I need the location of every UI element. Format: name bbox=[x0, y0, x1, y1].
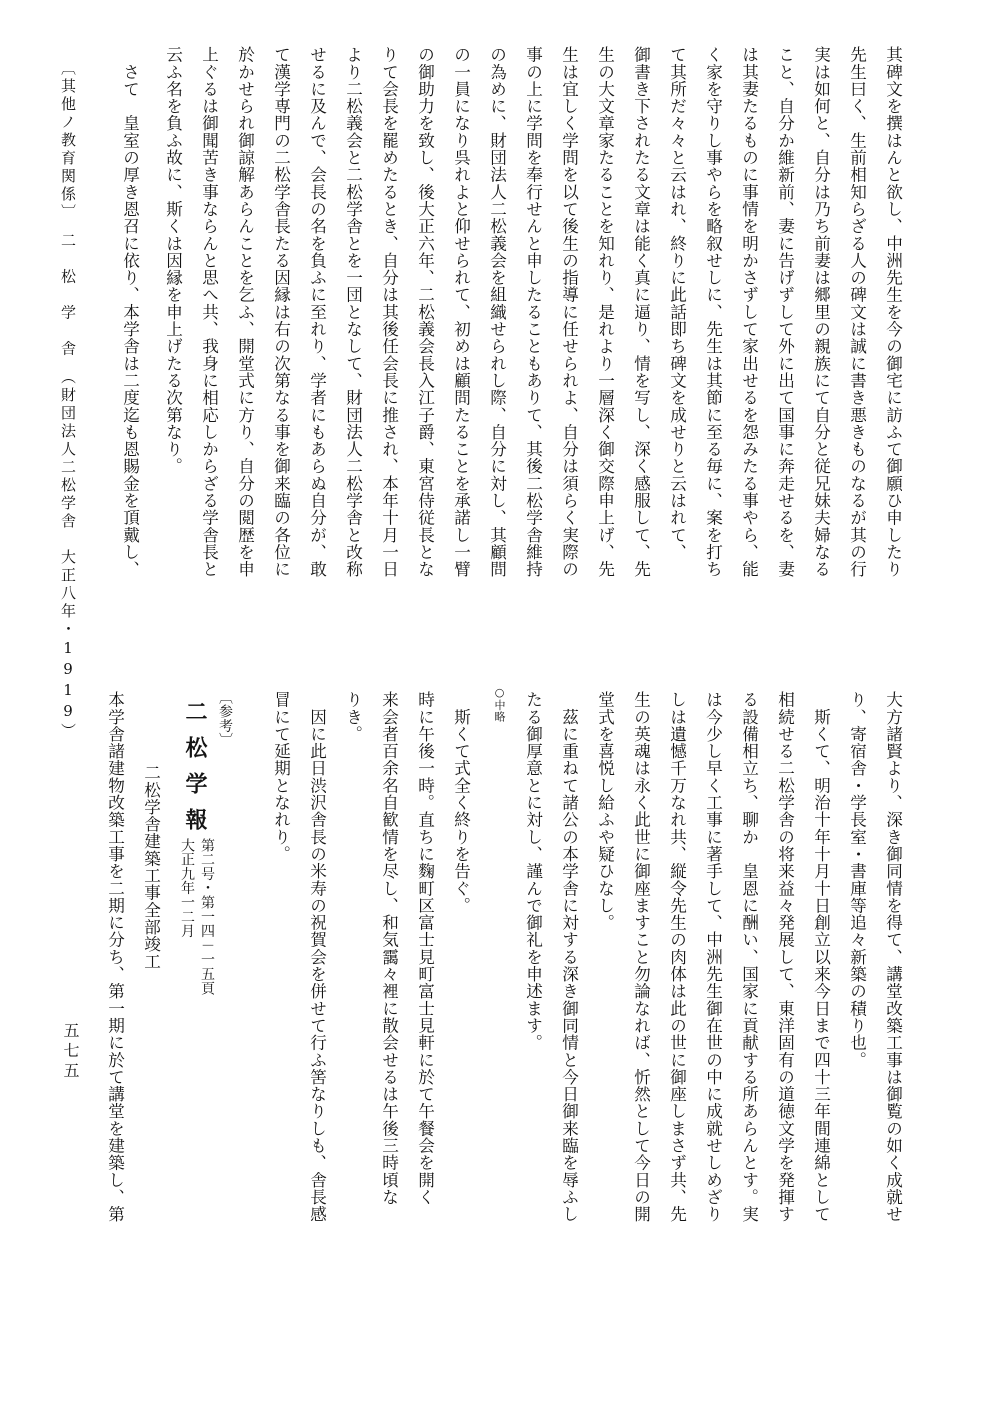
text-line: 実は如何と、自分は乃ち前妻は郷里の親族にて自分と従兄妹夫婦なる bbox=[811, 46, 831, 578]
text-line: は其妻たるものに事情を明かさずして家出せるを怨みたる事やら、能 bbox=[739, 46, 759, 578]
text-line: り、寄宿舎・学長室・書庫等追々新築の積り也。 bbox=[847, 691, 867, 1069]
text-line: 於かせられ御諒解あらんことを乞ふ、開堂式に方り、自分の閲歴を申 bbox=[235, 46, 255, 578]
text-line: 茲に重ねて諸公の本学舎に対する深き御同情と今日御来臨を辱ふし bbox=[559, 691, 579, 1223]
text-line: せるに及んで、会長の名を負ふに至れり、学者にもあらぬ自分が、敢 bbox=[307, 46, 327, 578]
text-line: 斯くて式全く終りを告ぐ。 bbox=[451, 691, 471, 914]
text-line: たる御厚意とに対し、謹んで御礼を申述ます。 bbox=[523, 691, 543, 1052]
text-line: 来会者百余名自歓情を尽し、和気靄々裡に散会せるは午後三時頃な bbox=[379, 691, 399, 1206]
text-line: りき。 bbox=[343, 691, 363, 743]
text-line: の御助力を致し、後大正六年、二松義会長入江子爵、東宮侍従長とな bbox=[415, 46, 435, 578]
reference-issue: 第二号・第一四－一五頁 bbox=[199, 838, 215, 996]
text-line: て其所だ々々と云はれ、終りに此話即ち碑文を成せりと云はれて、 bbox=[667, 46, 687, 561]
text-line: こと、自分か維新前、妻に告げずして外に出て国事に奔走せるを、妻 bbox=[775, 46, 795, 578]
text-line: 堂式を喜悦し給ふや疑ひなし。 bbox=[595, 691, 615, 932]
page-number: 五七五 bbox=[61, 1022, 80, 1082]
text-line: 其碑文を撰はんと欲し、中洲先生を今の御宅に訪ふて御願ひ申したり bbox=[883, 46, 903, 578]
reference-label: 〔参考〕 bbox=[217, 690, 233, 748]
reference-date: 大正九年一二月 bbox=[179, 838, 195, 939]
section-subheading: 二松学舎建築工事全部竣工 bbox=[141, 764, 161, 970]
text-line: しは遺憾千万なれ共、縦令先生の肉体は此の世に御座しまさず共、先 bbox=[667, 691, 687, 1223]
text-line: 相続せる二松学舎の将来益々発展して、東洋固有の道徳文学を発揮す bbox=[775, 691, 795, 1223]
text-line: 生は宜しく学問を以て後生の指導に任せられよ、自分は須らく実際の bbox=[559, 46, 579, 578]
text-line: 本学舎諸建物改築工事を二期に分ち、第一期に於て講堂を建築し、第 bbox=[105, 691, 125, 1223]
text-line: 時に午後一時。直ちに麴町区富士見町富士見軒に於て午餐会を開く bbox=[415, 691, 435, 1206]
text-line: りて会長を罷めたるとき、自分は其後任会長に推され、本年十月一日 bbox=[379, 46, 399, 578]
text-line: 云ふ名を負ふ故に、斯くは因縁を申上げたる次第なり。 bbox=[163, 46, 183, 475]
text-line: く家を守りし事やらを略叙せしに、先生は其節に至る毎に、案を打ち bbox=[703, 46, 723, 578]
text-line: 生の英魂は永く此世に御座ますこと勿論なれば、忻然として今日の開 bbox=[631, 691, 651, 1223]
text-line: の一員になり呉れよと仰せられて、初めは顧問たることを承諾し一臂 bbox=[451, 46, 471, 578]
text-line: る設備相立ち、聊か 皇恩に酬い、国家に貢献する所あらんとす。実 bbox=[739, 691, 759, 1223]
running-header: 〔其他ノ教育関係〕 二 松 学 舎 （財団法人二松学舎 大正八年・1919） bbox=[59, 60, 77, 741]
text-line: 因に此日渋沢舎長の米寿の祝賀会を併せて行ふ筈なりしも、舎長感 bbox=[307, 691, 327, 1223]
text-line: は今少し早く工事に著手して、中洲先生御在世の中に成就せしめざり bbox=[703, 691, 723, 1223]
text-line: さて 皇室の厚き恩召に依り、本学舎は二度迄も恩賜金を頂戴し、 bbox=[120, 46, 140, 578]
text-line: 先生曰く、生前相知らざる人の碑文は誠に書き悪きものなるが其の行 bbox=[847, 46, 867, 578]
text-line: 生の大文章家たることを知れり、是れより一層深く御交際申上げ、先 bbox=[595, 46, 615, 578]
text-line: 上ぐるは御聞苦き事ならんと思へ共、我身に相応しからざる学舎長と bbox=[199, 46, 219, 578]
reference-title: 二松学報 bbox=[182, 700, 208, 844]
text-line: 御書き下されたる文章は能く真に逼り、情を写し、深く感服して、先 bbox=[631, 46, 651, 578]
text-line: より二松義会と二松学舎とを一団となして、財団法人二松学舎と改称 bbox=[343, 46, 363, 578]
text-line: 事の上に学問を奉行せんと申したることもありて、其後二松学舎維持 bbox=[523, 46, 543, 578]
omission-note: ○中略 bbox=[493, 686, 506, 723]
text-line: て漢学専門の二松学舎長たる因縁は右の次第なる事を御来臨の各位に bbox=[271, 46, 291, 578]
text-line: 冒にて延期となれり。 bbox=[271, 691, 291, 863]
text-line: 大方諸賢より、深き御同情を得て、講堂改築工事は御覧の如く成就せ bbox=[883, 691, 903, 1223]
text-line: 斯くて、明治十年十月十日創立以来今日まで四十三年間連綿として bbox=[811, 691, 831, 1223]
text-line: の為めに、財団法人二松義会を組織せられし際、自分に対し、其顧問 bbox=[487, 46, 507, 578]
